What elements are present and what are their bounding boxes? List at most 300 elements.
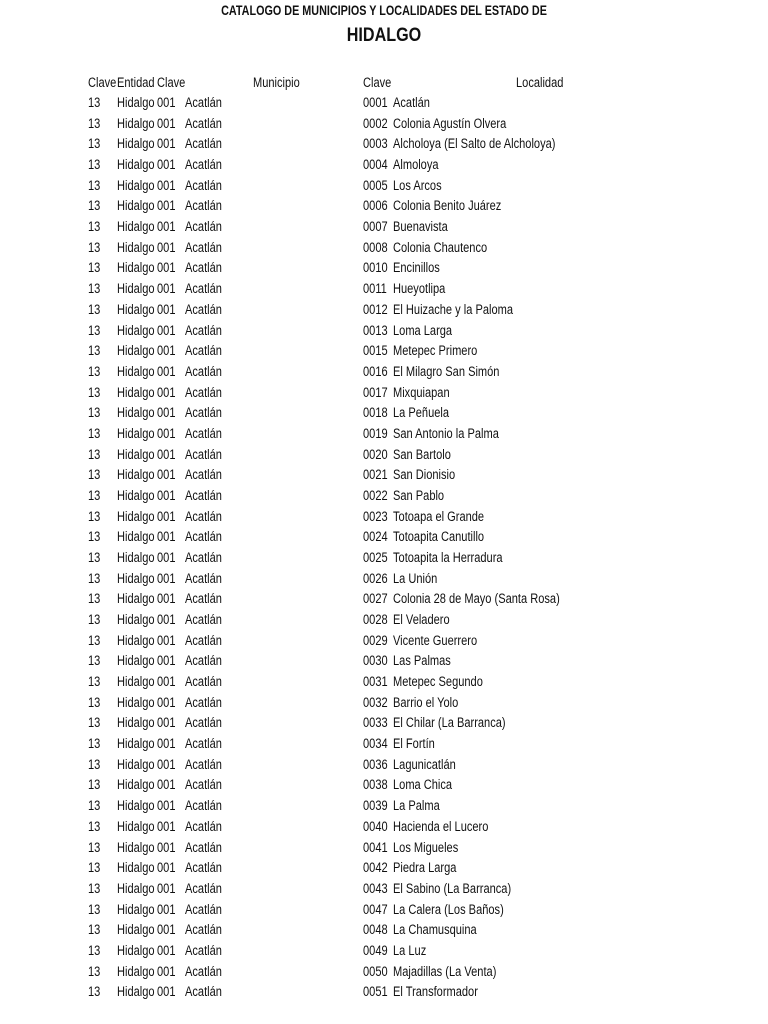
table-row [0, 838, 768, 858]
document-subtitle: HIDALGO [346, 25, 422, 46]
cell-clave-entidad: 13 [88, 818, 101, 834]
cell-clave-localidad: 0007 [363, 219, 388, 235]
table-row [0, 238, 768, 258]
cell-localidad: Totoapita Canutillo [393, 529, 485, 545]
cell-localidad: Los Migueles [393, 839, 459, 855]
cell-clave-localidad: 0051 [363, 984, 388, 1000]
table-row [0, 445, 768, 465]
table-row [0, 341, 768, 361]
cell-localidad: Encinillos [393, 260, 440, 276]
cell-localidad: La Palma [393, 798, 440, 814]
cell-municipio: Acatlán [185, 984, 222, 1000]
cell-entidad: Hidalgo [117, 860, 155, 876]
cell-clave-municipio: 001 [157, 777, 176, 793]
cell-municipio: Acatlán [185, 508, 222, 524]
cell-clave-localidad: 0016 [363, 363, 388, 379]
cell-municipio: Acatlán [185, 632, 222, 648]
cell-clave-municipio: 001 [157, 653, 176, 669]
header-localidad: Localidad [516, 75, 564, 90]
cell-municipio: Acatlán [185, 591, 222, 607]
cell-municipio: Acatlán [185, 839, 222, 855]
cell-municipio: Acatlán [185, 467, 222, 483]
cell-entidad: Hidalgo [117, 260, 155, 276]
cell-clave-localidad: 0030 [363, 653, 388, 669]
cell-clave-entidad: 13 [88, 446, 101, 462]
cell-clave-entidad: 13 [88, 425, 101, 441]
cell-clave-municipio: 001 [157, 818, 176, 834]
cell-clave-localidad: 0039 [363, 798, 388, 814]
cell-municipio: Acatlán [185, 239, 222, 255]
cell-entidad: Hidalgo [117, 632, 155, 648]
cell-localidad: El Milagro San Simón [393, 363, 500, 379]
cell-clave-municipio: 001 [157, 322, 176, 338]
cell-municipio: Acatlán [185, 95, 222, 110]
cell-clave-entidad: 13 [88, 487, 101, 503]
table-row [0, 548, 768, 568]
cell-clave-municipio: 001 [157, 177, 176, 193]
cell-municipio: Acatlán [185, 115, 222, 131]
cell-localidad: Totoapa el Grande [393, 508, 485, 524]
cell-clave-localidad: 0029 [363, 632, 388, 648]
cell-localidad: Majadillas (La Venta) [393, 963, 497, 979]
cell-clave-municipio: 001 [157, 239, 176, 255]
cell-clave-localidad: 0008 [363, 239, 388, 255]
cell-clave-entidad: 13 [88, 508, 101, 524]
cell-clave-entidad: 13 [88, 281, 101, 297]
cell-clave-municipio: 001 [157, 984, 176, 1000]
cell-entidad: Hidalgo [117, 529, 155, 545]
cell-clave-localidad: 0011 [363, 281, 387, 297]
cell-clave-municipio: 001 [157, 529, 176, 545]
cell-municipio: Acatlán [185, 550, 222, 565]
cell-localidad: El Fortín [393, 736, 435, 752]
cell-localidad: Loma Larga [393, 322, 453, 338]
cell-clave-entidad: 13 [88, 467, 101, 483]
header-municipio: Municipio [253, 75, 300, 90]
cell-clave-entidad: 13 [88, 405, 101, 421]
cell-localidad: La Chamusquina [393, 922, 477, 938]
table-row [0, 713, 768, 733]
cell-clave-entidad: 13 [88, 95, 101, 110]
cell-localidad: Totoapita la Herradura [393, 550, 503, 565]
cell-clave-localidad: 0043 [363, 880, 388, 896]
cell-clave-localidad: 0032 [363, 694, 388, 710]
cell-clave-municipio: 001 [157, 136, 176, 152]
cell-clave-localidad: 0020 [363, 446, 388, 462]
cell-localidad: Metepec Primero [393, 343, 478, 359]
cell-clave-localidad: 0025 [363, 550, 388, 565]
cell-municipio: Acatlán [185, 818, 222, 834]
cell-clave-entidad: 13 [88, 674, 101, 689]
cell-clave-entidad: 13 [88, 550, 101, 565]
cell-entidad: Hidalgo [117, 198, 155, 214]
cell-clave-localidad: 0036 [363, 756, 388, 772]
cell-clave-entidad: 13 [88, 260, 101, 276]
cell-municipio: Acatlán [185, 405, 222, 421]
document-title: CATALOGO DE MUNICIPIOS Y LOCALIDADES DEL ESTADO DE [221, 3, 547, 18]
cell-localidad: San Bartolo [393, 446, 451, 462]
cell-clave-localidad: 0027 [363, 591, 388, 607]
cell-clave-localidad: 0003 [363, 136, 388, 152]
cell-clave-municipio: 001 [157, 384, 176, 400]
cell-clave-localidad: 0005 [363, 177, 388, 193]
cell-clave-entidad: 13 [88, 963, 101, 979]
table-row [0, 817, 768, 837]
cell-localidad: San Pablo [393, 487, 445, 503]
cell-municipio: Acatlán [185, 281, 222, 297]
cell-entidad: Hidalgo [117, 219, 155, 235]
cell-clave-localidad: 0050 [363, 963, 388, 979]
cell-entidad: Hidalgo [117, 612, 155, 627]
cell-entidad: Hidalgo [117, 777, 155, 793]
cell-municipio: Acatlán [185, 446, 222, 462]
cell-entidad: Hidalgo [117, 281, 155, 297]
cell-municipio: Acatlán [185, 756, 222, 772]
cell-localidad: Piedra Larga [393, 860, 457, 876]
cell-municipio: Acatlán [185, 487, 222, 503]
table-row [0, 383, 768, 403]
cell-clave-localidad: 0042 [363, 860, 388, 876]
header-entidad: Entidad [117, 75, 155, 90]
header-clave-municipio: Clave [157, 75, 186, 90]
cell-clave-localidad: 0004 [363, 157, 388, 172]
cell-clave-municipio: 001 [157, 715, 176, 731]
table-row [0, 962, 768, 982]
table-row [0, 300, 768, 320]
cell-localidad: El Chilar (La Barranca) [393, 715, 506, 731]
cell-municipio: Acatlán [185, 177, 222, 193]
cell-clave-entidad: 13 [88, 157, 101, 172]
cell-entidad: Hidalgo [117, 405, 155, 421]
cell-municipio: Acatlán [185, 674, 222, 689]
cell-municipio: Acatlán [185, 301, 222, 317]
cell-entidad: Hidalgo [117, 487, 155, 503]
cell-clave-entidad: 13 [88, 984, 101, 1000]
cell-clave-entidad: 13 [88, 384, 101, 400]
table-row [0, 672, 768, 692]
cell-municipio: Acatlán [185, 570, 222, 586]
cell-clave-municipio: 001 [157, 963, 176, 979]
cell-clave-municipio: 001 [157, 880, 176, 896]
cell-entidad: Hidalgo [117, 363, 155, 379]
header-clave-entidad: Clave [88, 75, 117, 90]
cell-clave-municipio: 001 [157, 425, 176, 441]
cell-localidad: Buenavista [393, 219, 448, 235]
table-row [0, 93, 768, 113]
cell-localidad: Barrio el Yolo [393, 694, 459, 710]
cell-entidad: Hidalgo [117, 157, 155, 172]
cell-clave-municipio: 001 [157, 95, 176, 110]
cell-localidad: Hueyotlipa [393, 281, 446, 297]
cell-clave-entidad: 13 [88, 839, 101, 855]
cell-clave-municipio: 001 [157, 756, 176, 772]
cell-clave-municipio: 001 [157, 901, 176, 917]
table-row [0, 693, 768, 713]
table-row [0, 982, 768, 1002]
cell-clave-municipio: 001 [157, 219, 176, 235]
cell-localidad: La Calera (Los Baños) [393, 901, 504, 917]
table-row [0, 217, 768, 237]
cell-entidad: Hidalgo [117, 446, 155, 462]
cell-localidad: Lagunicatlán [393, 756, 456, 772]
cell-entidad: Hidalgo [117, 508, 155, 524]
cell-entidad: Hidalgo [117, 756, 155, 772]
cell-clave-municipio: 001 [157, 343, 176, 359]
cell-municipio: Acatlán [185, 715, 222, 731]
cell-clave-municipio: 001 [157, 467, 176, 483]
cell-clave-localidad: 0023 [363, 508, 388, 524]
cell-clave-municipio: 001 [157, 736, 176, 752]
table-row [0, 155, 768, 175]
cell-clave-localidad: 0021 [363, 467, 388, 483]
cell-clave-municipio: 001 [157, 405, 176, 421]
cell-localidad: San Dionisio [393, 467, 456, 483]
cell-clave-entidad: 13 [88, 343, 101, 359]
cell-clave-municipio: 001 [157, 674, 176, 689]
cell-clave-entidad: 13 [88, 322, 101, 338]
cell-municipio: Acatlán [185, 963, 222, 979]
cell-municipio: Acatlán [185, 219, 222, 235]
cell-entidad: Hidalgo [117, 922, 155, 938]
table-row [0, 507, 768, 527]
cell-clave-localidad: 0048 [363, 922, 388, 938]
cell-entidad: Hidalgo [117, 343, 155, 359]
cell-clave-municipio: 001 [157, 487, 176, 503]
cell-entidad: Hidalgo [117, 570, 155, 586]
cell-clave-entidad: 13 [88, 591, 101, 607]
cell-entidad: Hidalgo [117, 425, 155, 441]
cell-entidad: Hidalgo [117, 136, 155, 152]
cell-clave-entidad: 13 [88, 880, 101, 896]
cell-municipio: Acatlán [185, 777, 222, 793]
cell-municipio: Acatlán [185, 798, 222, 814]
cell-localidad: Colonia Benito Juárez [393, 198, 502, 214]
table-row [0, 527, 768, 547]
cell-clave-entidad: 13 [88, 715, 101, 731]
cell-clave-localidad: 0019 [363, 425, 388, 441]
cell-clave-localidad: 0002 [363, 115, 388, 131]
cell-localidad: La Unión [393, 570, 438, 586]
cell-clave-localidad: 0013 [363, 322, 388, 338]
cell-localidad: Colonia Agustín Olvera [393, 115, 507, 131]
cell-clave-localidad: 0006 [363, 198, 388, 214]
cell-entidad: Hidalgo [117, 653, 155, 669]
cell-clave-municipio: 001 [157, 839, 176, 855]
cell-municipio: Acatlán [185, 860, 222, 876]
cell-clave-entidad: 13 [88, 239, 101, 255]
cell-localidad: El Veladero [393, 612, 450, 627]
cell-clave-entidad: 13 [88, 529, 101, 545]
cell-clave-entidad: 13 [88, 115, 101, 131]
cell-clave-municipio: 001 [157, 798, 176, 814]
table-row [0, 196, 768, 216]
cell-clave-localidad: 0034 [363, 736, 388, 752]
cell-entidad: Hidalgo [117, 984, 155, 1000]
table-row [0, 775, 768, 795]
cell-clave-entidad: 13 [88, 736, 101, 752]
cell-clave-municipio: 001 [157, 508, 176, 524]
cell-municipio: Acatlán [185, 880, 222, 896]
cell-municipio: Acatlán [185, 922, 222, 938]
cell-municipio: Acatlán [185, 157, 222, 172]
cell-entidad: Hidalgo [117, 301, 155, 317]
cell-localidad: La Peñuela [393, 405, 450, 421]
cell-clave-localidad: 0040 [363, 818, 388, 834]
cell-clave-municipio: 001 [157, 570, 176, 586]
cell-localidad: Acatlán [393, 95, 430, 110]
cell-clave-municipio: 001 [157, 612, 176, 627]
cell-clave-entidad: 13 [88, 901, 101, 917]
cell-clave-localidad: 0017 [363, 384, 388, 400]
cell-clave-entidad: 13 [88, 860, 101, 876]
cell-localidad: Colonia Chautenco [393, 239, 488, 255]
cell-clave-entidad: 13 [88, 694, 101, 710]
table-row [0, 920, 768, 940]
cell-clave-localidad: 0031 [363, 674, 388, 689]
cell-clave-localidad: 0033 [363, 715, 388, 731]
cell-municipio: Acatlán [185, 694, 222, 710]
cell-entidad: Hidalgo [117, 694, 155, 710]
cell-localidad: Loma Chica [393, 777, 453, 793]
table-row [0, 279, 768, 299]
cell-localidad: El Sabino (La Barranca) [393, 880, 512, 896]
cell-clave-entidad: 13 [88, 570, 101, 586]
cell-localidad: Los Arcos [393, 177, 442, 193]
cell-localidad: Colonia 28 de Mayo (Santa Rosa) [393, 591, 560, 607]
cell-municipio: Acatlán [185, 901, 222, 917]
cell-clave-municipio: 001 [157, 550, 176, 565]
cell-clave-municipio: 001 [157, 363, 176, 379]
cell-municipio: Acatlán [185, 529, 222, 545]
cell-localidad: Mixquiapan [393, 384, 450, 400]
cell-clave-entidad: 13 [88, 301, 101, 317]
cell-entidad: Hidalgo [117, 963, 155, 979]
cell-municipio: Acatlán [185, 425, 222, 441]
cell-entidad: Hidalgo [117, 591, 155, 607]
cell-clave-municipio: 001 [157, 694, 176, 710]
cell-clave-entidad: 13 [88, 777, 101, 793]
cell-entidad: Hidalgo [117, 901, 155, 917]
cell-clave-municipio: 001 [157, 301, 176, 317]
cell-municipio: Acatlán [185, 653, 222, 669]
cell-clave-localidad: 0028 [363, 612, 388, 627]
cell-clave-localidad: 0012 [363, 301, 388, 317]
cell-clave-localidad: 0047 [363, 901, 388, 917]
table-row [0, 755, 768, 775]
cell-entidad: Hidalgo [117, 467, 155, 483]
cell-municipio: Acatlán [185, 322, 222, 338]
cell-entidad: Hidalgo [117, 95, 155, 110]
cell-entidad: Hidalgo [117, 674, 155, 689]
cell-clave-localidad: 0022 [363, 487, 388, 503]
cell-clave-entidad: 13 [88, 632, 101, 648]
table-row [0, 486, 768, 506]
table-row [0, 651, 768, 671]
cell-clave-localidad: 0015 [363, 343, 388, 359]
cell-entidad: Hidalgo [117, 550, 155, 565]
cell-entidad: Hidalgo [117, 177, 155, 193]
table-row [0, 569, 768, 589]
cell-clave-localidad: 0049 [363, 942, 388, 958]
cell-clave-entidad: 13 [88, 942, 101, 958]
cell-municipio: Acatlán [185, 612, 222, 627]
cell-localidad: Alcholoya (El Salto de Alcholoya) [393, 136, 556, 152]
cell-clave-entidad: 13 [88, 756, 101, 772]
cell-entidad: Hidalgo [117, 818, 155, 834]
cell-clave-municipio: 001 [157, 446, 176, 462]
cell-clave-municipio: 001 [157, 157, 176, 172]
table-row [0, 589, 768, 609]
cell-entidad: Hidalgo [117, 322, 155, 338]
cell-municipio: Acatlán [185, 260, 222, 276]
table-row [0, 403, 768, 423]
cell-clave-localidad: 0001 [363, 95, 388, 110]
cell-entidad: Hidalgo [117, 942, 155, 958]
cell-localidad: El Huizache y la Paloma [393, 301, 513, 317]
table-row [0, 465, 768, 485]
cell-entidad: Hidalgo [117, 736, 155, 752]
cell-localidad: Vicente Guerrero [393, 632, 478, 648]
cell-municipio: Acatlán [185, 198, 222, 214]
cell-localidad: Almoloya [393, 157, 439, 172]
cell-localidad: Metepec Segundo [393, 674, 483, 689]
cell-clave-municipio: 001 [157, 115, 176, 131]
table-row [0, 362, 768, 382]
cell-clave-entidad: 13 [88, 219, 101, 235]
cell-localidad: Hacienda el Lucero [393, 818, 489, 834]
cell-clave-municipio: 001 [157, 281, 176, 297]
cell-entidad: Hidalgo [117, 880, 155, 896]
table-row [0, 424, 768, 444]
table-row [0, 176, 768, 196]
table-header [0, 73, 768, 93]
cell-localidad: Las Palmas [393, 653, 451, 669]
table-row [0, 631, 768, 651]
cell-entidad: Hidalgo [117, 239, 155, 255]
table-row [0, 900, 768, 920]
cell-clave-entidad: 13 [88, 363, 101, 379]
cell-clave-entidad: 13 [88, 198, 101, 214]
cell-entidad: Hidalgo [117, 798, 155, 814]
cell-municipio: Acatlán [185, 384, 222, 400]
cell-localidad: San Antonio la Palma [393, 425, 499, 441]
cell-clave-municipio: 001 [157, 860, 176, 876]
cell-clave-entidad: 13 [88, 136, 101, 152]
table-row [0, 321, 768, 341]
header-clave-localidad: Clave [363, 75, 392, 90]
cell-clave-municipio: 001 [157, 632, 176, 648]
cell-municipio: Acatlán [185, 136, 222, 152]
cell-clave-localidad: 0041 [363, 839, 388, 855]
cell-clave-entidad: 13 [88, 922, 101, 938]
cell-clave-municipio: 001 [157, 260, 176, 276]
table-row [0, 114, 768, 134]
table-row [0, 858, 768, 878]
table-row [0, 610, 768, 630]
cell-clave-municipio: 001 [157, 942, 176, 958]
cell-municipio: Acatlán [185, 363, 222, 379]
cell-entidad: Hidalgo [117, 384, 155, 400]
cell-clave-localidad: 0024 [363, 529, 388, 545]
cell-clave-localidad: 0010 [363, 260, 388, 276]
cell-clave-localidad: 0018 [363, 405, 388, 421]
table-row [0, 879, 768, 899]
cell-localidad: La Luz [393, 942, 427, 958]
cell-clave-entidad: 13 [88, 612, 101, 627]
cell-entidad: Hidalgo [117, 115, 155, 131]
cell-clave-municipio: 001 [157, 922, 176, 938]
cell-clave-entidad: 13 [88, 653, 101, 669]
